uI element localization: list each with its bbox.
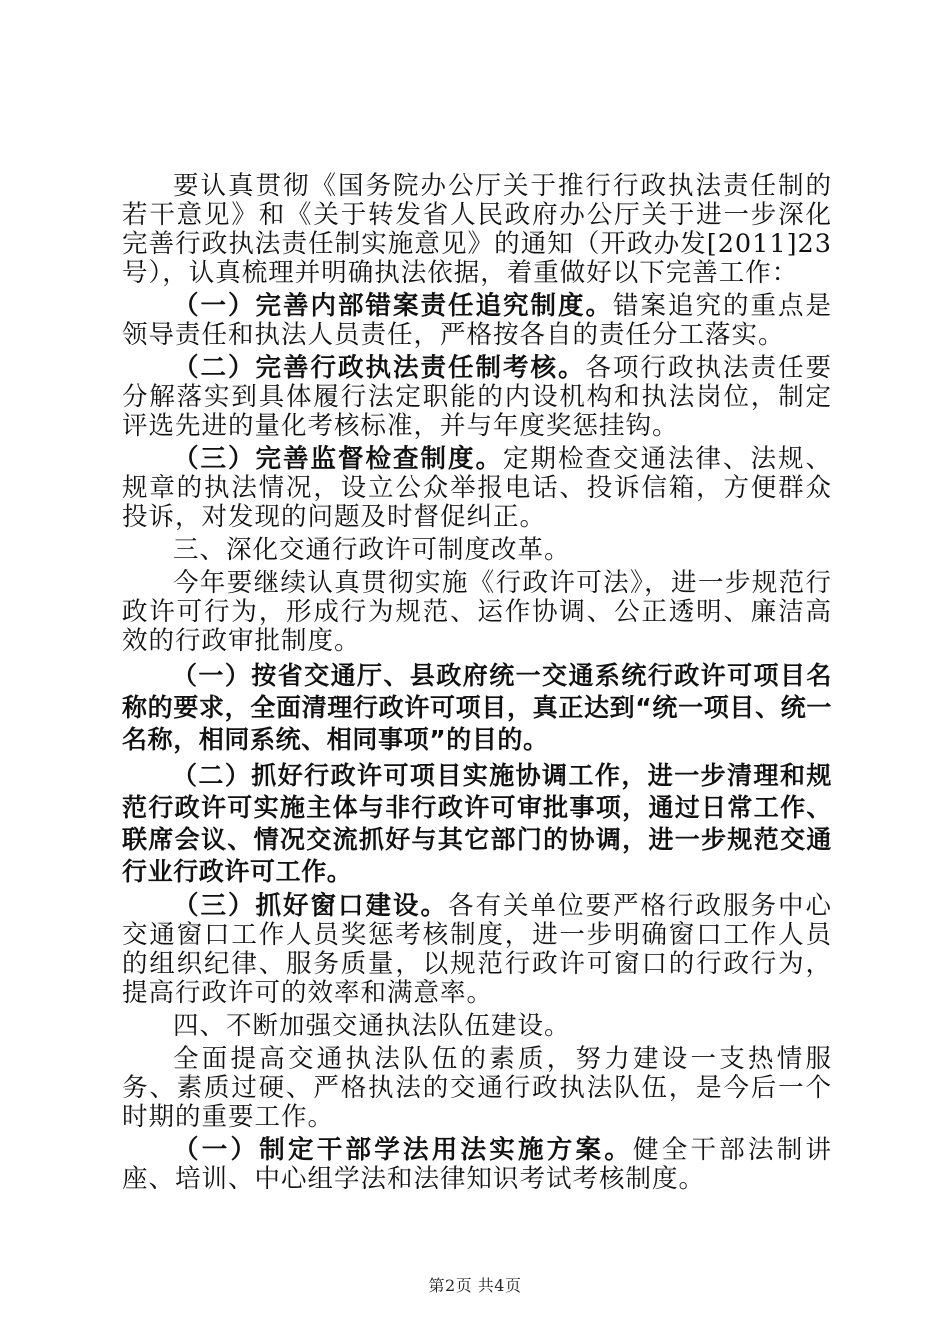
paragraph-section-3-item-2	[122, 760, 832, 888]
paragraph-text: 定期检查交通法律、法规、规章的执法情况，设立公众举报电话、投诉信箱，方便群众投诉，对发现的问题及时督促纠正。	[122, 444, 832, 532]
section-heading-3	[122, 536, 832, 565]
section-heading-4	[122, 1012, 832, 1041]
paragraph-text: 各有关单位要严格行政服务中心交通窗口工作人员奖惩考核制度，进一步明确窗口工作人员的组织纪律、服务质量，以规范行政许可窗口的行政行为，提高行政许可的效率和满意率。	[122, 891, 832, 1008]
paragraph-lead: （二）完善行政执法责任制考核。	[173, 353, 586, 383]
paragraph-text: 全面提高交通执法队伍的素质，努力建设一支热情服务、素质过硬、严格执法的交通行政执法队伍，是今后一个时期的重要工作。	[122, 1044, 832, 1132]
page-number: 第2页 共4页	[428, 1276, 522, 1295]
paragraph-lead: （一）制定干部学法用法实施方案。	[173, 1135, 633, 1165]
paragraph-lead: （一）按省交通厅、县政府统一交通系统行政许可项目名称的要求，全面清理行政许可项目，真正达到“统一项目、统一名称，相同系统、相同事项”的目的。	[122, 661, 832, 754]
paragraph-item-2	[122, 354, 832, 441]
paragraph-section-3-intro	[122, 569, 832, 656]
paragraph-item-1	[122, 292, 832, 350]
paragraph-lead: （一）完善内部错案责任追究制度。	[173, 291, 613, 321]
page-footer	[0, 1273, 950, 1296]
paragraph-section-3-item-1	[122, 660, 832, 756]
paragraph-lead: （二）抓好行政许可项目实施协调工作，进一步清理和规范行政许可实施主体与非行政许可审批事项，通过日常工作、联席会议、情况交流抓好与其它部门的协调，进一步规范交通行业行政许可工作。	[122, 761, 832, 886]
heading-text: 四、不断加强交通执法队伍建设。	[173, 1011, 571, 1041]
paragraph-section-3-item-3	[122, 892, 832, 1008]
paragraph-intro	[122, 172, 832, 288]
document-body	[122, 172, 832, 1194]
paragraph-text: 要认真贯彻《国务院办公厅关于推行行政执法责任制的若干意见》和《关于转发省人民政府办公厅关于进一步深化完善行政执法责任制实施意见》的通知（开政办发[2011]23号），认真梳理并明确执法依据，着重做好以下完善工作：	[122, 171, 832, 288]
paragraph-text: 错案追究的重点是领导责任和执法人员责任，严格按各自的责任分工落实。	[122, 291, 832, 350]
paragraph-text: 各项行政执法责任要分解落实到具体履行法定职能的内设机构和执法岗位，制定评选先进的量化考核标准，并与年度奖惩挂钩。	[122, 353, 832, 441]
paragraph-section-4-item-1	[122, 1136, 832, 1194]
paragraph-section-4-intro	[122, 1045, 832, 1132]
paragraph-text: 健全干部法制讲座、培训、中心组学法和法律知识考试考核制度。	[122, 1135, 832, 1194]
heading-text: 三、深化交通行政许可制度改革。	[173, 535, 571, 565]
paragraph-text: 今年要继续认真贯彻实施《行政许可法》，进一步规范行政许可行为，形成行为规范、运作协调、公正透明、廉洁高效的行政审批制度。	[122, 568, 832, 656]
paragraph-lead: （三）抓好窗口建设。	[173, 891, 448, 921]
paragraph-item-3	[122, 445, 832, 532]
paragraph-lead: （三）完善监督检查制度。	[173, 444, 503, 474]
